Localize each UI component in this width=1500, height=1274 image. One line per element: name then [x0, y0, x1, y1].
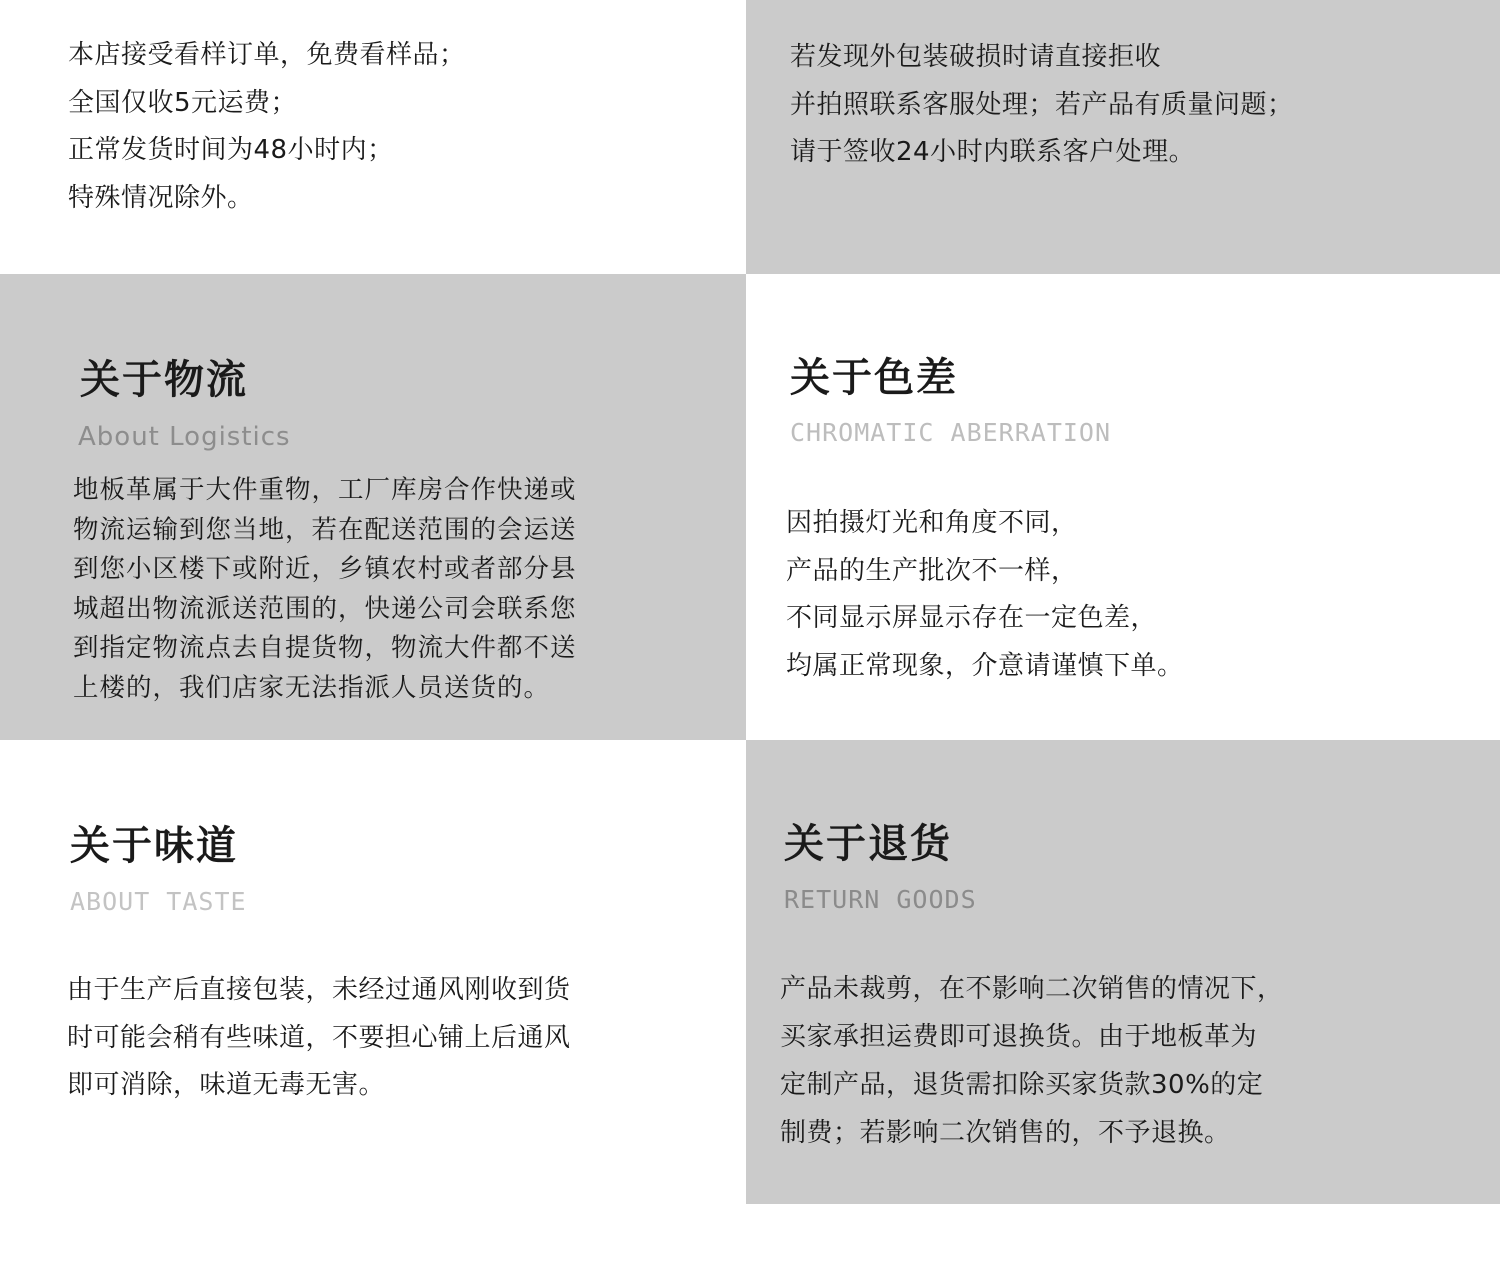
color-line: 因拍摄灯光和角度不同，: [786, 508, 1078, 538]
color-line: 产品的生产批次不一样，: [786, 555, 1078, 586]
taste-line: 即可消除，味道无毒无害。: [67, 1070, 386, 1100]
damaged-package-text: [790, 34, 1294, 177]
returns-line: 定制产品，退货需扣除买家货款30%的定: [780, 1070, 1264, 1100]
returns-line: 制费；若影响二次销售的，不予退换。: [780, 1118, 1231, 1148]
logistics-title: 关于物流: [80, 357, 248, 403]
color-difference-title: 关于色差: [790, 355, 958, 401]
returns-panel: [746, 740, 1500, 1204]
damage-line: 若发现外包装破损时请直接拒收: [790, 42, 1162, 72]
logistics-line: 上楼的，我们店家无法指派人员送货的。: [73, 672, 551, 703]
color-line: 均属正常现象，介意请谨慎下单。: [786, 650, 1184, 681]
taste-line: 时可能会稍有些味道，不要担心铺上后通风: [67, 1022, 571, 1053]
samples-shipping-text: [68, 32, 466, 222]
logistics-line: 物流运输到您当地，若在配送范围的会运送: [73, 514, 577, 545]
returns-line: 买家承担运费即可退换货。由于地板革为: [780, 1022, 1258, 1052]
color-difference-text: [786, 500, 1184, 690]
damaged-package-panel: [746, 0, 1500, 274]
logistics-line: 城超出物流派送范围的，快递公司会联系您: [73, 593, 577, 624]
logistics-text: [73, 471, 577, 708]
damage-line: 并拍照联系客服处理；若产品有质量问题；: [790, 89, 1294, 120]
returns-text: [780, 965, 1284, 1157]
samples-shipping-panel: [0, 0, 746, 274]
samples-line: 本店接受看样订单，免费看样品；: [68, 40, 466, 70]
returns-line: 产品未裁剪，在不影响二次销售的情况下，: [780, 974, 1284, 1004]
taste-line: 由于生产后直接包装，未经过通风刚收到货: [67, 975, 571, 1005]
logistics-panel: [0, 274, 746, 740]
taste-title: 关于味道: [70, 823, 238, 869]
taste-text: [67, 967, 571, 1110]
logistics-line: 地板革属于大件重物，工厂库房合作快递或: [73, 475, 577, 505]
logistics-line: 到指定物流点去自提货物，物流大件都不送: [73, 633, 577, 663]
returns-title: 关于退货: [784, 821, 952, 867]
damage-line: 请于签收24小时内联系客户处理。: [790, 137, 1196, 167]
logistics-subtitle: About Logistics: [78, 422, 291, 452]
samples-line: 正常发货时间为48小时内；: [68, 135, 394, 165]
color-difference-panel: [746, 274, 1500, 740]
samples-line: 全国仅收5元运费；: [68, 87, 298, 118]
taste-panel: [0, 740, 746, 1204]
color-line: 不同显示屏显示存在一定色差，: [786, 603, 1158, 633]
color-difference-subtitle: CHROMATIC ABERRATION: [790, 418, 1112, 447]
logistics-line: 到您小区楼下或附近，乡镇农村或者部分县: [73, 554, 577, 584]
taste-subtitle: ABOUT TASTE: [70, 887, 247, 916]
samples-line: 特殊情况除外。: [68, 182, 254, 213]
returns-subtitle: RETURN GOODS: [784, 885, 977, 914]
